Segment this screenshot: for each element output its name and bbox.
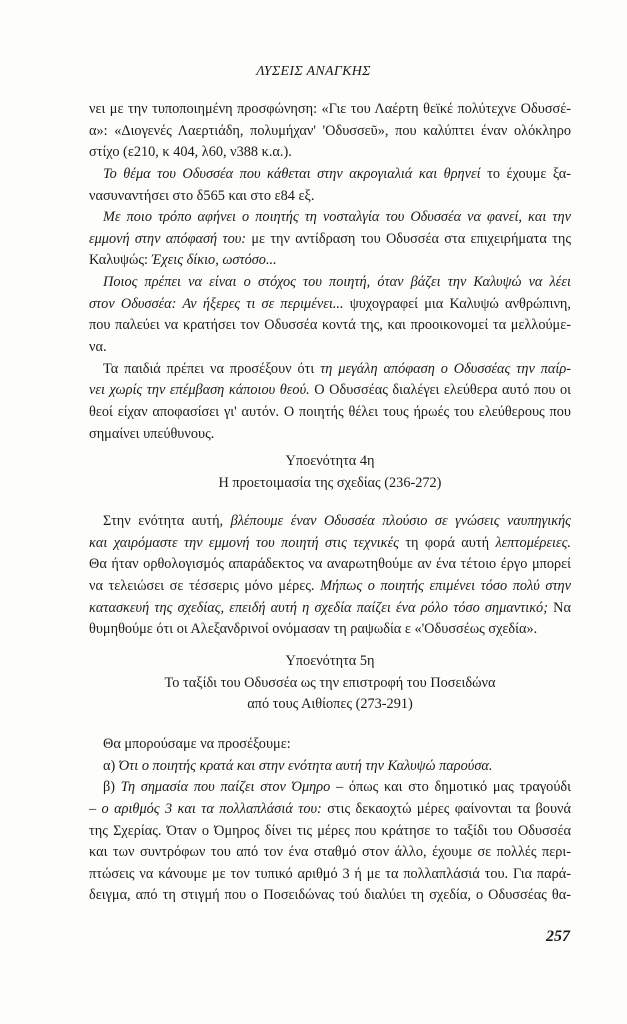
text-line — [89, 694, 571, 716]
text-line — [89, 619, 571, 641]
italic-text: Τη σημασία που παίζει στον Όμηρο — [120, 779, 331, 796]
text-line — [89, 511, 571, 533]
text: Υποενότητα 4η — [285, 453, 375, 469]
text-line — [89, 576, 571, 598]
text: Η προετοιμασία της σχεδίας (236-272) — [218, 474, 442, 491]
text-line — [89, 842, 571, 864]
text: θεοί είχαν αποφασίσει γι' αυτόν. Ο ποιητής θέλει τους ήρωές του ελεύθερους που — [89, 403, 571, 420]
text-line — [89, 402, 571, 424]
text-line — [89, 673, 571, 695]
text-line — [89, 142, 571, 164]
text: Υποενότητα 5η — [285, 653, 375, 669]
body-block-1 — [89, 99, 571, 445]
italic-text: Μήπως ο ποιητής επιμένει τόσο πολύ στην — [320, 577, 571, 594]
text: νασυναντήσει στο δ565 και στο ε84 εξ. — [89, 187, 315, 204]
text: να. — [89, 339, 107, 356]
text-line — [89, 885, 571, 907]
subsection-4-heading — [89, 451, 571, 494]
text-line — [89, 598, 571, 620]
text-line — [89, 359, 571, 381]
italic-text: στον Οδυσσέα: Αν ήξερες τι σε περιμένει... — [89, 295, 344, 312]
body-block-2 — [89, 511, 571, 641]
text: Θα ήταν ορθολογισμός απαράδεκτος να αναρωτηθούμε αν ένα τέτοιο έργο μπορεί — [89, 556, 571, 573]
text-line — [89, 734, 571, 756]
text: δειγμα, από τη στιγμή που ο Ποσειδώνας τού διαλύει τη σχεδία, ο Οδυσσέας θα- — [89, 887, 571, 904]
text-line — [89, 380, 571, 402]
text: Καλυψώς: — [89, 252, 152, 269]
italic-text: κατασκευή της σχεδίας, επειδή αυτή η σχεδία παίζει ένα ρόλο τόσο σημαντικό; — [89, 599, 548, 616]
italic-text: Ότι ο ποιητής κρατά και στην ενότητα αυτή την Καλυψώ παρούσα. — [118, 757, 493, 774]
text: από τους Αιθίοπες (273-291) — [247, 696, 413, 713]
italic-text: Έχεις δίκιο, ωστόσο... — [151, 252, 277, 269]
text-line — [89, 99, 571, 121]
text: α) — [103, 757, 119, 774]
italic-text: Με ποιο τρόπο αφήνει ο ποιητής τη νοσταλγία του Οδυσσέα να φανεί, και την — [103, 209, 571, 226]
text-line — [89, 533, 571, 555]
text: νει με την τυποποιημένη προσφώνηση: «Γιε του Λαέρτη θεϊκέ πολύτεχνε Οδυσσέ- — [89, 101, 571, 117]
text-line — [89, 424, 571, 446]
text: ψυχογραφεί μια Καλυψώ ανθρώπινη, — [343, 295, 571, 312]
text-line — [89, 337, 571, 359]
text-line — [89, 229, 571, 251]
text: στίχο (ε210, κ 404, λ60, ν388 κ.α.). — [89, 144, 292, 161]
text-line — [89, 121, 571, 143]
text: – — [89, 800, 102, 817]
text: Στην ενότητα αυτή, — [103, 513, 231, 529]
italic-text: Ποιος πρέπει να είναι ο στόχος του ποιητή, όταν βάζει την Καλυψώ να λέει — [103, 274, 571, 291]
text: – όπως και στο δημοτικό μας τραγούδι — [330, 779, 571, 796]
text: Θα μπορούσαμε να προσέξουμε: — [103, 736, 291, 752]
text-line — [89, 864, 571, 886]
text-line — [89, 294, 571, 316]
text: Τα παιδιά πρέπει να προσέξουν ότι — [103, 360, 321, 377]
text: να τελειώσει σε τέσσερις μόνο μέρες. — [89, 577, 321, 594]
page-number: 257 — [546, 928, 570, 945]
subsection-5-heading — [89, 651, 571, 716]
text: με την αντίδραση του Οδυσσέα στα επιχειρήματα της — [246, 230, 571, 247]
text: Το ταξίδι του Οδυσσέα ως την επιστροφή του Ποσειδώνα — [164, 674, 496, 691]
text-line — [89, 554, 571, 576]
text-line — [89, 473, 571, 495]
text-line — [89, 315, 571, 337]
italic-text: ο αριθμός 3 και τα πολλαπλάσιά του: — [101, 800, 322, 817]
text: θυμηθούμε ότι οι Αλεξανδρινοί ονόμασαν τη ραψωδία ε «'Οδυσσέως σχεδία». — [89, 621, 538, 638]
text: α»: «Διογενές Λαερτιάδη, πολυμήχαν' 'Οδυσσεῦ», που καλύπτει έναν ολόκληρο — [89, 122, 571, 139]
text: και των συντρόφων του από τον ένα σταθμό στον άλλο, έχουμε σε πολλές περι- — [89, 844, 571, 861]
text: σημαίνει υπεύθυνους. — [89, 425, 215, 442]
italic-text: βλέπουμε έναν Οδυσσέα πλούσιο σε γνώσεις ναυπηγικής — [230, 513, 571, 529]
text-line — [89, 777, 571, 799]
text-line — [89, 756, 571, 778]
italic-text: τη μεγάλη απόφαση ο Οδυσσέας την παίρ- — [320, 360, 571, 377]
text: της Σχερίας. Όταν ο Όμηρος δίνει τις μέρες που κράτησε το ταξίδι του Οδυσσέα — [89, 822, 571, 839]
text-line — [89, 799, 571, 821]
italic-text: Το θέμα του Οδυσσέα που κάθεται στην ακρογιαλιά και θρηνεί — [103, 165, 481, 182]
text: τη φορά αυτή — [398, 534, 496, 551]
text: στις δεκαοχτώ μέρες φαίνονται τα βουνά — [321, 800, 571, 817]
body-block-3 — [89, 734, 571, 907]
text: πτώσεις να κάνουμε με τον τυπικό αριθμό 3 ή με τα πολλαπλάσιά του. Για παρά- — [89, 865, 571, 882]
text: Ο Οδυσσέας διαλέγει ελεύθερα αυτό που οι — [309, 382, 571, 399]
italic-text: λεπτομέρειες. — [495, 534, 571, 551]
text: β) — [103, 779, 121, 796]
text-line — [89, 651, 571, 673]
running-head: ΛΥΣΕΙΣ ΑΝΑΓΚΗΣ — [256, 64, 371, 79]
text-line — [89, 207, 571, 229]
text-line — [89, 451, 571, 473]
italic-text: εμμονή στην απόφασή του: — [89, 230, 247, 247]
text: που παλεύει να κρατήσει τον Οδυσσέα κοντά της, και προοικονομεί τα μελλούμε- — [89, 317, 571, 334]
text-line — [89, 250, 571, 272]
text-line — [89, 272, 571, 294]
text-line — [89, 164, 571, 186]
italic-text: νει χωρίς την επέμβαση κάποιου θεού. — [89, 382, 310, 399]
italic-text: και χαιρόμαστε την εμμονή του ποιητή στις τεχνικές — [89, 534, 399, 551]
text: το έχουμε ξα- — [480, 165, 571, 182]
text-line — [89, 821, 571, 843]
text-line — [89, 186, 571, 208]
text: Να — [547, 599, 571, 616]
